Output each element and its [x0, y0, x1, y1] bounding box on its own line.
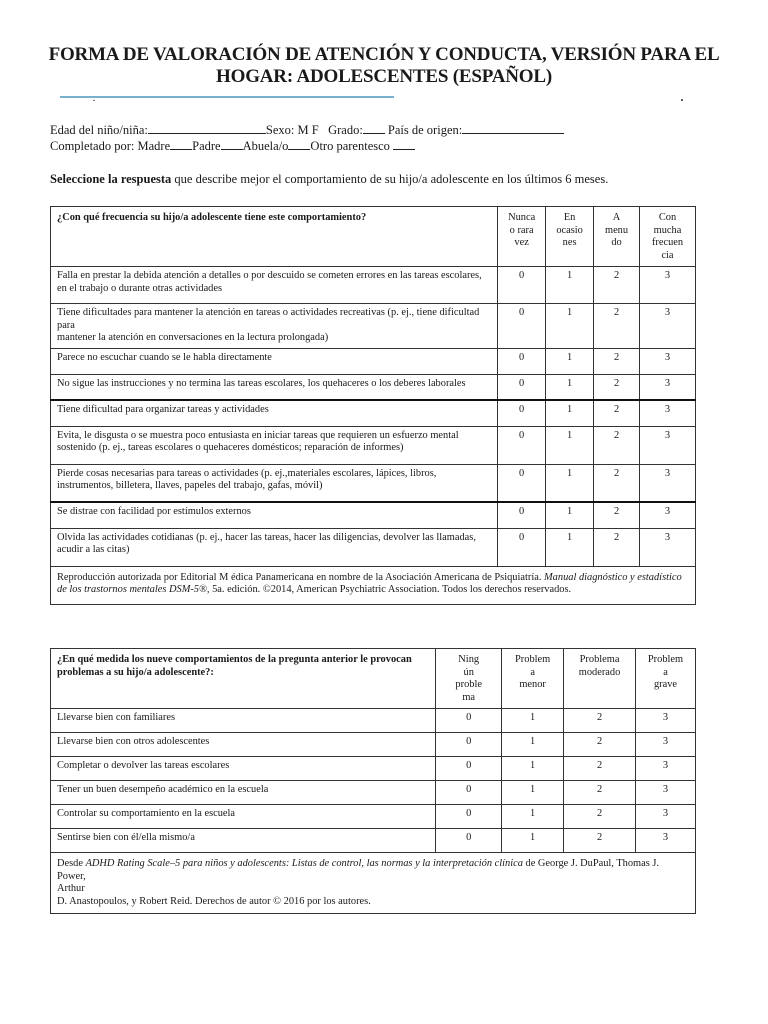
table-row — [51, 709, 696, 733]
score-0[interactable]: 0 — [436, 805, 502, 829]
row-text: Llevarse bien con familiares — [51, 709, 436, 733]
table-row — [51, 348, 696, 374]
table-header-row — [51, 207, 696, 267]
column-header: Con mucha frecuen cia — [640, 207, 696, 267]
father-field[interactable] — [221, 138, 243, 150]
score-1[interactable]: 1 — [502, 829, 564, 853]
score-0[interactable]: 0 — [498, 464, 546, 502]
impairment-table — [50, 648, 696, 914]
score-3[interactable]: 3 — [636, 733, 696, 757]
score-0[interactable]: 0 — [436, 829, 502, 853]
other-label: Otro parentesco — [310, 139, 390, 153]
copyright-note — [51, 566, 696, 604]
row-text: Tiene dificultad para organizar tareas y actividades — [51, 400, 498, 426]
question-header: ¿Con qué frecuencia su hijo/a adolescente tiene este comportamiento? — [51, 207, 498, 267]
copyright-text: Reproducción autorizada por Editorial M édica Panamericana en nombre de la Asociación Americana de Psiquiatría. — [57, 571, 545, 583]
score-3[interactable]: 3 — [640, 304, 696, 349]
score-0[interactable]: 0 — [436, 757, 502, 781]
father-label: Padre — [192, 139, 221, 153]
frequency-table — [50, 206, 696, 605]
sex-label: Sexo: M F — [265, 123, 319, 137]
stray-mark: · — [92, 93, 96, 107]
score-3[interactable]: 3 — [636, 805, 696, 829]
copyright-book-title: ADHD Rating Scale–5 para niños y adolescents: Listas de control, las normas y la interpretación clínica — [85, 858, 523, 869]
table-row — [51, 781, 696, 805]
copyright-book-title: Manual diagnóstico y estadístico de los trastornos mentales DSM-5®, — [57, 571, 682, 595]
column-header: Nunca o rara vez — [498, 207, 546, 267]
score-3[interactable]: 3 — [640, 426, 696, 464]
grandparent-field[interactable] — [288, 138, 310, 150]
grade-label: Grado: — [328, 123, 363, 137]
copyright-text: 5a. edición. ©2014, American Psychiatric Association. Todos los derechos reservados. — [209, 584, 572, 595]
table-row — [51, 464, 696, 502]
score-0[interactable]: 0 — [498, 426, 546, 464]
column-header: Problem a grave — [636, 649, 696, 709]
score-2[interactable]: 2 — [564, 781, 636, 805]
completed-by-line — [50, 138, 415, 154]
score-2[interactable]: 2 — [594, 426, 640, 464]
score-2[interactable]: 2 — [594, 400, 640, 426]
score-2[interactable]: 2 — [594, 267, 640, 304]
score-1[interactable]: 1 — [546, 400, 594, 426]
score-2[interactable]: 2 — [564, 757, 636, 781]
country-field[interactable] — [462, 122, 564, 134]
score-3[interactable]: 3 — [640, 400, 696, 426]
question-header: ¿En qué medida los nueve comportamientos de la pregunta anterior le provocan problemas a su hijo/a adolescente?: — [51, 649, 436, 709]
score-0[interactable]: 0 — [498, 502, 546, 528]
score-1[interactable]: 1 — [546, 502, 594, 528]
score-3[interactable]: 3 — [636, 757, 696, 781]
row-text: Tiene dificultades para mantener la atención en tareas o actividades recreativas (p. ej., tiene dificultad para mantener la atención en conversaciones en la lectura prolongada) — [51, 304, 498, 349]
grandparent-label: Abuela/o — [242, 139, 289, 153]
mother-field[interactable] — [170, 138, 192, 150]
table-header-row — [51, 649, 696, 709]
column-header: En ocasio nes — [546, 207, 594, 267]
score-0[interactable]: 0 — [436, 709, 502, 733]
grade-field[interactable] — [363, 122, 385, 134]
table-row — [51, 805, 696, 829]
table-footer-row — [51, 566, 696, 604]
instructions — [50, 172, 608, 187]
completed-label: Completado por: Madre — [50, 139, 171, 153]
copyright-text: de George J. DuPaul, Thomas J. Power, Arthur D. Anastopoulos, y Robert Reid. Derechos de autor © 2016 por los autores. — [57, 858, 660, 907]
score-1[interactable]: 1 — [502, 781, 564, 805]
score-1[interactable]: 1 — [546, 348, 594, 374]
score-2[interactable]: 2 — [594, 304, 640, 349]
score-0[interactable]: 0 — [498, 304, 546, 349]
score-1[interactable]: 1 — [546, 464, 594, 502]
score-2[interactable]: 2 — [594, 528, 640, 566]
score-3[interactable]: 3 — [640, 374, 696, 400]
score-2[interactable]: 2 — [594, 374, 640, 400]
score-2[interactable]: 2 — [594, 464, 640, 502]
table-footer-row — [51, 853, 696, 914]
score-2[interactable]: 2 — [564, 805, 636, 829]
copyright-text: Desde — [57, 858, 86, 869]
table-row — [51, 426, 696, 464]
column-header: Ning ún proble ma — [436, 649, 502, 709]
table-row — [51, 400, 696, 426]
column-header: A menu do — [594, 207, 640, 267]
score-3[interactable]: 3 — [640, 502, 696, 528]
score-2[interactable]: 2 — [564, 733, 636, 757]
score-3[interactable]: 3 — [640, 464, 696, 502]
score-1[interactable]: 1 — [546, 267, 594, 304]
other-field[interactable] — [393, 138, 415, 150]
column-header: Problema moderado — [564, 649, 636, 709]
row-text: Llevarse bien con otros adolescentes — [51, 733, 436, 757]
score-2[interactable]: 2 — [594, 502, 640, 528]
score-3[interactable]: 3 — [636, 709, 696, 733]
country-label: País de origen: — [387, 123, 463, 137]
column-header: Problem a menor — [502, 649, 564, 709]
score-2[interactable]: 2 — [594, 348, 640, 374]
score-0[interactable]: 0 — [498, 400, 546, 426]
score-1[interactable]: 1 — [546, 374, 594, 400]
score-0[interactable]: 0 — [498, 528, 546, 566]
stray-mark: · — [680, 93, 685, 107]
table-row — [51, 304, 696, 349]
row-text: Controlar su comportamiento en la escuela — [51, 805, 436, 829]
copyright-note — [51, 853, 696, 914]
title-line-2: HOGAR: ADOLESCENTES (ESPAÑOL) — [216, 66, 552, 87]
age-label: Edad del niño/niña: — [50, 123, 148, 137]
table-row — [51, 829, 696, 853]
table-row — [51, 267, 696, 304]
table-row — [51, 528, 696, 566]
demographics-line — [50, 122, 564, 138]
score-3[interactable]: 3 — [636, 829, 696, 853]
table-row — [51, 757, 696, 781]
row-text: Evita, le disgusta o se muestra poco entusiasta en iniciar tareas que requieren un esfuerzo mental sostenido (p. ej., tareas escolares o quehaceres domésticos; reparación de informes) — [51, 426, 498, 464]
score-0[interactable]: 0 — [498, 267, 546, 304]
score-1[interactable]: 1 — [502, 757, 564, 781]
instructions-bold: Seleccione la respuesta — [50, 172, 172, 186]
score-2[interactable]: 2 — [564, 709, 636, 733]
row-text: Pierde cosas necesarias para tareas o actividades (p. ej.,materiales escolares, lápices, libros, instrumentos, billetera, llaves, papeles del trabajo, gafas, móvil) — [51, 464, 498, 502]
form-title — [40, 44, 728, 88]
table-row — [51, 733, 696, 757]
score-0[interactable]: 0 — [436, 781, 502, 805]
score-0[interactable]: 0 — [498, 348, 546, 374]
score-3[interactable]: 3 — [640, 348, 696, 374]
score-3[interactable]: 3 — [636, 781, 696, 805]
row-text: Parece no escuchar cuando se le habla directamente — [51, 348, 498, 374]
title-line-1: FORMA DE VALORACIÓN DE ATENCIÓN Y CONDUCTA, VERSIÓN PARA EL — [48, 44, 720, 65]
score-1[interactable]: 1 — [502, 733, 564, 757]
row-text: Se distrae con facilidad por estímulos externos — [51, 502, 498, 528]
score-1[interactable]: 1 — [546, 304, 594, 349]
row-text: No sigue las instrucciones y no termina las tareas escolares, los quehaceres o los deberes laborales — [51, 374, 498, 400]
table-row — [51, 502, 696, 528]
row-text: Sentirse bien con él/ella mismo/a — [51, 829, 436, 853]
score-1[interactable]: 1 — [546, 528, 594, 566]
score-1[interactable]: 1 — [502, 709, 564, 733]
score-1[interactable]: 1 — [546, 426, 594, 464]
score-2[interactable]: 2 — [564, 829, 636, 853]
score-3[interactable]: 3 — [640, 528, 696, 566]
score-3[interactable]: 3 — [640, 267, 696, 304]
row-text: Falla en prestar la debida atención a detalles o por descuido se cometen errores en las tareas escolares, en el trabajo o durante otras actividades — [51, 267, 498, 304]
table-row — [51, 374, 696, 400]
score-1[interactable]: 1 — [502, 805, 564, 829]
instructions-rest: que describe mejor el comportamiento de su hijo/a adolescente en los últimos 6 meses. — [171, 172, 609, 186]
score-0[interactable]: 0 — [498, 374, 546, 400]
row-text: Tener un buen desempeño académico en la escuela — [51, 781, 436, 805]
title-underline — [60, 96, 394, 98]
row-text: Completar o devolver las tareas escolares — [51, 757, 436, 781]
score-0[interactable]: 0 — [436, 733, 502, 757]
row-text: Olvida las actividades cotidianas (p. ej., hacer las tareas, hacer las diligencias, devolver las llamadas, acudir a las citas) — [51, 528, 498, 566]
age-field[interactable] — [148, 122, 266, 134]
